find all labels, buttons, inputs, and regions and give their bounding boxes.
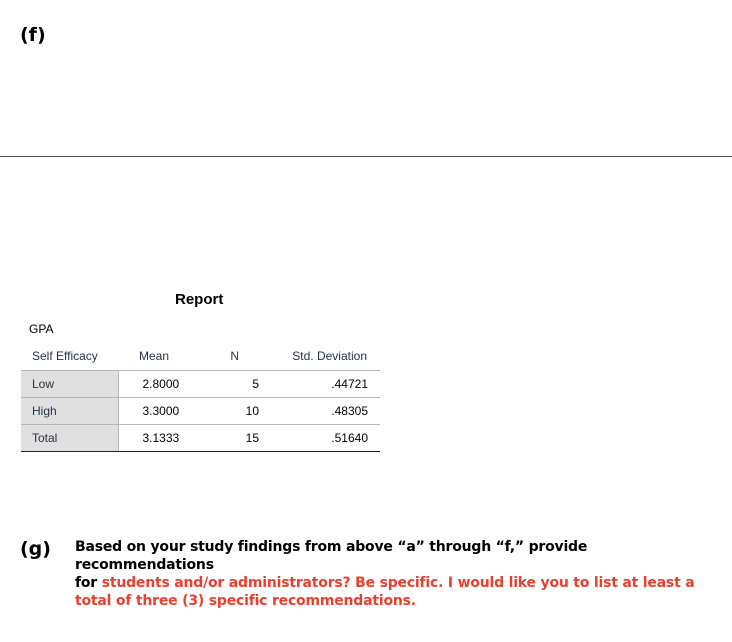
question-g-line-2 [75, 574, 725, 592]
question-g-text [75, 538, 725, 610]
table-row [21, 370, 380, 397]
question-g-line-1: Based on your study findings from above “a” through “f,” provide recommendations [75, 539, 588, 573]
report-table [21, 343, 380, 452]
table-row [21, 397, 380, 424]
question-g-line-2-black: for [75, 575, 102, 591]
part-f-label: (f) [20, 24, 46, 46]
row-label: Total [21, 424, 118, 451]
cell-n: 15 [193, 424, 264, 451]
question-g-line-2-red: students and/or administrators? Be specific. I would like you to list at least a [101, 575, 695, 591]
row-label: High [21, 397, 118, 424]
part-g-label: (g) [20, 538, 51, 560]
table-header-row [21, 343, 380, 370]
header-n: N [193, 343, 264, 370]
report-title: Report [175, 291, 224, 308]
row-label: Low [21, 370, 118, 397]
cell-mean: 3.1333 [118, 424, 193, 451]
header-self-efficacy: Self Efficacy [21, 343, 118, 370]
cell-n: 5 [193, 370, 264, 397]
header-std-deviation: Std. Deviation [264, 343, 380, 370]
question-g-line-3: total of three (3) specific recommendations. [75, 593, 416, 609]
table-row [21, 424, 380, 451]
header-mean: Mean [118, 343, 193, 370]
section-divider [0, 156, 732, 157]
cell-sd: .44721 [264, 370, 380, 397]
cell-n: 10 [193, 397, 264, 424]
cell-sd: .51640 [264, 424, 380, 451]
cell-mean: 3.3000 [118, 397, 193, 424]
cell-sd: .48305 [264, 397, 380, 424]
cell-mean: 2.8000 [118, 370, 193, 397]
variable-label: GPA [29, 322, 54, 336]
